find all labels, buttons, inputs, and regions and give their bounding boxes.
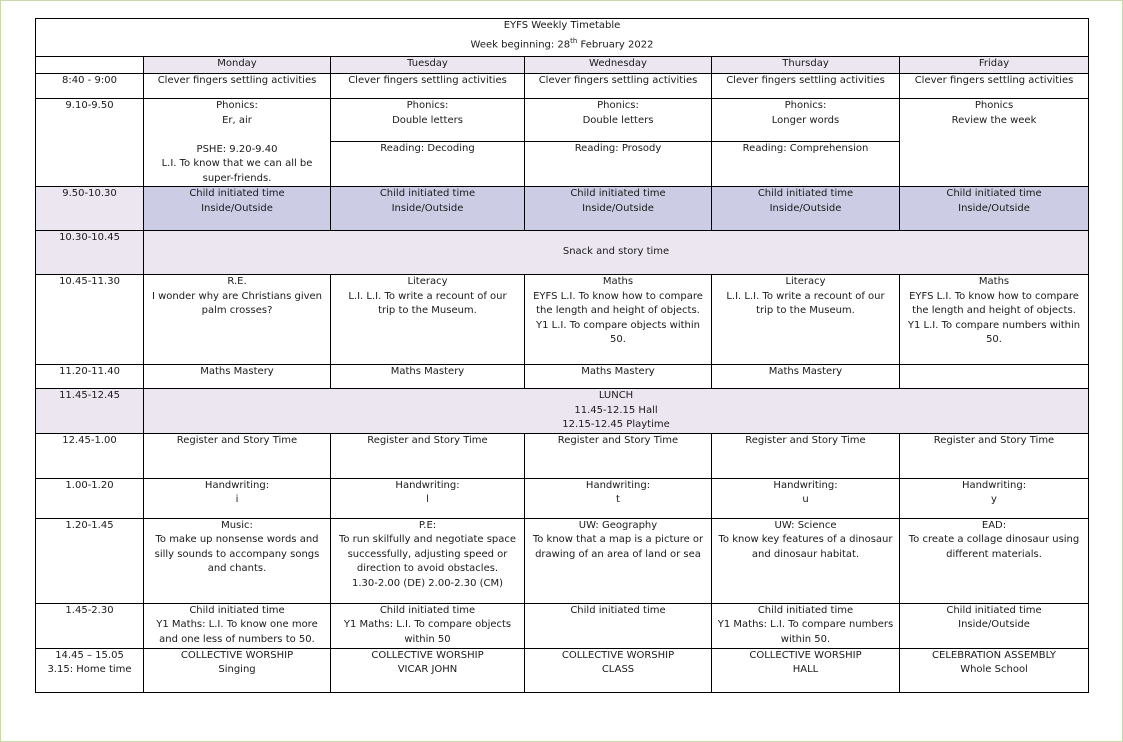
split-bottom: Reading: Comprehension (742, 143, 869, 154)
cell-tue (331, 518, 525, 603)
cell-tue (331, 478, 525, 518)
time-cell: 10.45-11.30 (36, 275, 144, 365)
cell-line: 3.15: Home time (47, 664, 132, 675)
cell-line: Maths (978, 276, 1010, 287)
cell-fri (900, 478, 1089, 518)
cell-line: Handwriting: (773, 479, 838, 491)
time-cell: 11.20-11.40 (36, 365, 144, 389)
cell-line: 50. (610, 334, 626, 345)
row-maths-mastery (36, 365, 1089, 389)
cell-line: Inside/Outside (201, 202, 273, 214)
cell-line: Double letters (582, 114, 654, 126)
cell-line: Review the week (951, 114, 1037, 126)
cell-tue (331, 187, 525, 231)
cell-line: Whole School (960, 664, 1028, 675)
day-header-thursday: Thursday (712, 57, 900, 74)
cell-line: Child initiated time (946, 604, 1042, 616)
cell-line: the length and height of objects. (912, 305, 1076, 316)
cell-line: y (991, 494, 997, 505)
cell-line: Longer words (771, 114, 840, 126)
cell-line: COLLECTIVE WORSHIP (371, 649, 484, 661)
time-cell: 11.45-12.45 (36, 389, 144, 434)
cell-tue (331, 648, 525, 692)
cell-thu (712, 275, 900, 365)
row-register (36, 433, 1089, 478)
cell-line: direction to avoid obstacles. (356, 563, 499, 574)
snack-cell: Snack and story time (144, 231, 1089, 275)
cell-line: drawing of an area of land or sea (535, 548, 701, 560)
cell-line: EYFS L.I. To know how to compare (533, 290, 703, 302)
cell-mon (144, 187, 331, 231)
title-row (36, 19, 1089, 57)
cell-mon (144, 603, 331, 648)
cell-line: 14.45 – 15.05 (55, 649, 124, 661)
cell-thu (712, 648, 900, 692)
cell-line: L.I. L.I. To write a recount of our (348, 290, 507, 302)
cell-line: Handwriting: (395, 479, 460, 491)
cell-line: COLLECTIVE WORSHIP (561, 649, 675, 661)
cell-wed (525, 518, 712, 603)
cell-line: Phonics: (216, 100, 258, 111)
cell-fri (900, 99, 1089, 187)
cell-line: HALL (792, 664, 819, 675)
row-phonics (36, 99, 1089, 187)
cell-mon (144, 275, 331, 365)
cell-line: EYFS L.I. To know how to compare (909, 290, 1079, 302)
cell-wed (525, 603, 712, 648)
cell-line: Phonics: (784, 100, 827, 111)
timetable-title: EYFS Weekly Timetable (503, 20, 621, 31)
cell-line: within 50 (404, 633, 451, 645)
cell-line: Phonics: (406, 100, 449, 111)
cell-fri: Clever fingers settling activities (900, 74, 1089, 99)
cell-mon (144, 99, 331, 187)
cell-line: Inside/Outside (958, 202, 1030, 214)
time-cell: 8:40 - 9:00 (36, 74, 144, 99)
cell-line: Y1 Maths: L.I. To compare numbers (717, 619, 894, 630)
cell-line: COLLECTIVE WORSHIP (180, 649, 294, 661)
corner-cell (36, 57, 144, 74)
cell-line: u (802, 494, 809, 505)
cell-thu: Maths Mastery (712, 365, 900, 389)
cell-line: Child initiated time (189, 604, 285, 616)
cell-line: Double letters (392, 114, 463, 126)
cell-line: Handwriting: (204, 479, 270, 491)
cell-line: Y1 L.I. To compare objects within (535, 319, 700, 331)
cell-line: Inside/Outside (391, 202, 464, 214)
cell-line: Child initiated time (946, 188, 1042, 199)
cell-fri (900, 648, 1089, 692)
row-afternoon-lesson (36, 518, 1089, 603)
time-cell: 9.10-9.50 (36, 99, 144, 187)
cell-line: Child initiated time (379, 188, 476, 199)
cell-line: PSHE: 9.20-9.40 (196, 143, 278, 155)
cell-line: Y1 Maths: L.I. To know one more (156, 619, 318, 630)
time-cell: 10.30-10.45 (36, 231, 144, 275)
cell-line: Music: (221, 519, 253, 531)
split-bottom: Reading: Decoding (380, 143, 475, 154)
cell-line: Child initiated time (757, 604, 854, 616)
cell-line: super-friends. (202, 172, 272, 184)
cell-line: VICAR JOHN (397, 664, 458, 675)
day-header-wednesday: Wednesday (525, 57, 712, 74)
cell-line: Handwriting: (961, 479, 1027, 491)
cell-line: 12.15-12.45 Playtime (562, 419, 670, 430)
row-lunch (36, 389, 1089, 434)
cell-line: Child initiated time (379, 604, 476, 616)
cell-line: Child initiated time (757, 188, 854, 199)
cell-tue (331, 603, 525, 648)
cell-line: within 50. (780, 633, 831, 645)
cell-thu (712, 478, 900, 518)
cell-thu (712, 518, 900, 603)
cell-line: CLASS (601, 664, 635, 675)
split-top (525, 99, 711, 142)
cell-wed (525, 478, 712, 518)
split-top (712, 99, 899, 142)
cell-line: and dinosaur habitat. (751, 548, 860, 560)
cell-line: Singing (218, 664, 256, 675)
cell-tue (331, 275, 525, 365)
cell-mon (144, 648, 331, 692)
cell-tue: Maths Mastery (331, 365, 525, 389)
cell-thu: Clever fingers settling activities (712, 74, 900, 99)
cell-wed (525, 648, 712, 692)
row-handwriting (36, 478, 1089, 518)
cell-fri (900, 603, 1089, 648)
cell-mon: Maths Mastery (144, 365, 331, 389)
cell-mon (144, 478, 331, 518)
day-header-monday: Monday (144, 57, 331, 74)
day-header-friday: Friday (900, 57, 1089, 74)
cell-thu (712, 187, 900, 231)
cell-tue: Clever fingers settling activities (331, 74, 525, 99)
cell-line: Y1 Maths: L.I. To compare objects (343, 619, 512, 630)
week-suffix-sup: th (570, 36, 578, 45)
cell-line: P.E: (418, 519, 437, 531)
cell-line: CELEBRATION ASSEMBLY (932, 649, 1056, 661)
cell-mon: Clever fingers settling activities (144, 74, 331, 99)
cell-line: 11.45-12.15 Hall (574, 404, 658, 416)
cell-line: t (616, 494, 620, 505)
cell-line: palm crosses? (201, 305, 273, 316)
time-cell: 1.00-1.20 (36, 478, 144, 518)
text-cursor (1088, 649, 1089, 665)
row-child-initiated (36, 187, 1089, 231)
cell-line: Er, air (222, 114, 252, 126)
row-settling (36, 74, 1089, 99)
title-cell (36, 19, 1089, 57)
cell-wed: Clever fingers settling activities (525, 74, 712, 99)
cell-line: Inside/Outside (582, 202, 654, 214)
cell-line: L.I. L.I. To write a recount of our (726, 290, 885, 302)
cell-line: To know that a map is a picture or (532, 534, 704, 545)
cell-fri (900, 518, 1089, 603)
cell-line: Child initiated time (570, 188, 666, 199)
cell-line: Maths (602, 276, 634, 287)
cell-line: 1.30-2.00 (DE) 2.00-2.30 (CM) (351, 577, 504, 589)
cell-line: I wonder why are Christians given (151, 290, 323, 302)
row-child-initiated-pm (36, 603, 1089, 648)
day-header-row (36, 57, 1089, 74)
cell-line: 50. (986, 334, 1002, 345)
cell-line: successfully, adjusting speed or (347, 548, 508, 560)
cell-line: Handwriting: (585, 479, 651, 491)
time-cell: 9.50-10.30 (36, 187, 144, 231)
cell-mon (144, 518, 331, 603)
cell-line: Phonics (974, 100, 1014, 111)
cell-line: LUNCH (598, 390, 634, 401)
cell-mon: Register and Story Time (144, 433, 331, 478)
time-cell (36, 648, 144, 692)
time-cell: 1.20-1.45 (36, 518, 144, 603)
cell-thu (712, 99, 900, 187)
day-header-tuesday: Tuesday (331, 57, 525, 74)
blank-line (148, 128, 326, 143)
cell-wed (525, 99, 712, 187)
cell-line: Literacy (785, 276, 826, 287)
cell-line: Child initiated time (570, 604, 666, 616)
cell-line: and chants. (207, 563, 267, 574)
cell-line: EAD: (981, 519, 1007, 531)
week-suffix: February 2022 (577, 38, 654, 50)
cell-line: Phonics: (597, 100, 639, 111)
cell-line: silly sounds to accompany songs (154, 548, 320, 560)
cell-line: i (235, 494, 239, 505)
row-morning-lesson (36, 275, 1089, 365)
cell-fri: Register and Story Time (900, 433, 1089, 478)
cell-line: To know key features of a dinosaur (718, 534, 893, 545)
time-cell: 1.45-2.30 (36, 603, 144, 648)
cell-fri (900, 275, 1089, 365)
cell-line: the length and height of objects. (536, 305, 700, 316)
time-cell: 12.45-1.00 (36, 433, 144, 478)
split-bottom: Reading: Prosody (574, 143, 662, 154)
week-beginning (40, 34, 1084, 53)
cell-wed (525, 275, 712, 365)
cell-line: R.E. (227, 276, 247, 287)
cell-line: UW: Science (774, 519, 837, 531)
cell-line: trip to the Museum. (756, 305, 855, 316)
cell-tue (331, 99, 525, 187)
cell-line: different materials. (946, 548, 1042, 560)
cell-line: l (426, 494, 429, 505)
weekly-timetable (35, 18, 1089, 693)
cell-line: To make up nonsense words and (155, 534, 319, 545)
cell-tue: Register and Story Time (331, 433, 525, 478)
row-worship (36, 648, 1089, 692)
cell-wed: Maths Mastery (525, 365, 712, 389)
cell-thu (712, 603, 900, 648)
cell-line: Y1 L.I. To compare numbers within (907, 319, 1081, 331)
cell-line: Inside/Outside (958, 619, 1030, 630)
cell-line: COLLECTIVE WORSHIP (749, 649, 862, 661)
split-top (331, 99, 524, 142)
cell-wed (525, 187, 712, 231)
week-prefix: Week beginning: 28 (470, 38, 571, 50)
cell-line: and one less of numbers to 50. (159, 633, 315, 645)
cell-line: L.I. To know that we can all be (161, 158, 313, 169)
cell-thu: Register and Story Time (712, 433, 900, 478)
cell-fri (900, 187, 1089, 231)
cell-line: UW: Geography (578, 519, 658, 531)
cell-line: To run skilfully and negotiate space (338, 534, 517, 545)
cell-wed: Register and Story Time (525, 433, 712, 478)
row-snack (36, 231, 1089, 275)
cell-line: trip to the Museum. (378, 305, 477, 316)
cell-line: Literacy (407, 276, 448, 287)
cell-fri (900, 365, 1089, 389)
cell-line: To create a collage dinosaur using (908, 534, 1080, 545)
lunch-cell (144, 389, 1089, 434)
cell-line: Child initiated time (189, 188, 285, 199)
cell-line: Inside/Outside (769, 202, 842, 214)
